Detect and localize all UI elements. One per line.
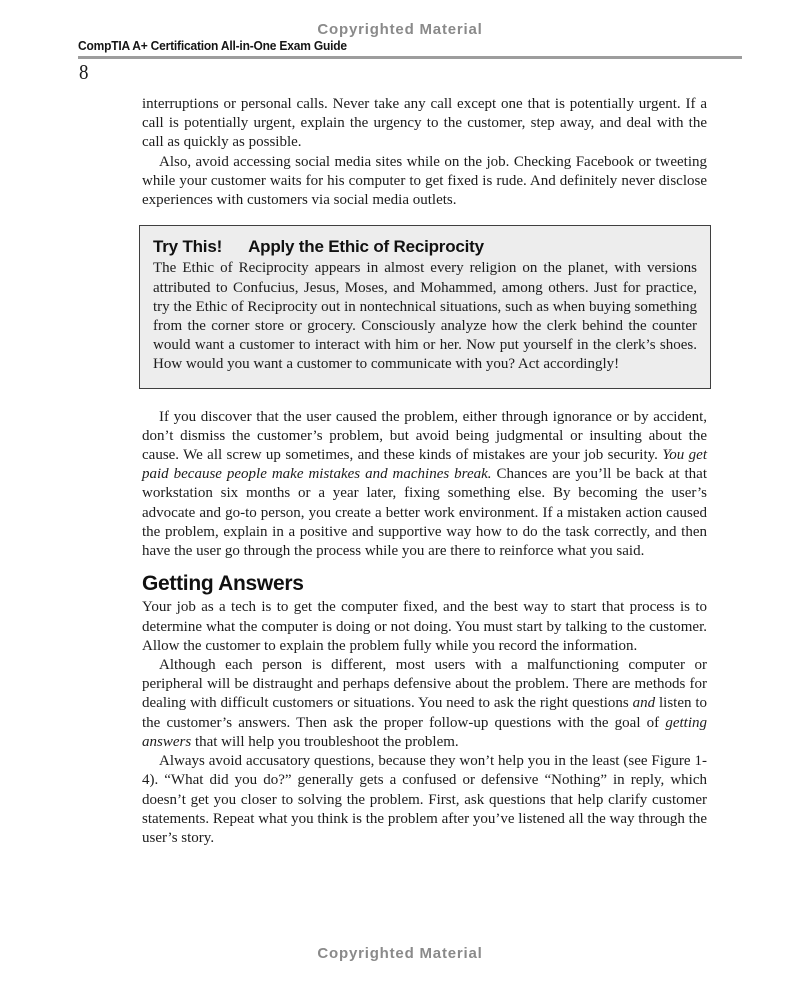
- paragraph-accusatory-questions: Always avoid accusatory questions, because they won’t help you in the least (see Figure 1-4). “What did you do?” generally gets a confused or defensive “Nothing” in reply, which doesn’t get you closer to solving the problem. First, ask questions that help clarify customer statements. Repeat what you think is the problem after you’ve listened all the way through the user’s story.: [142, 753, 707, 846]
- page-number: 8: [79, 60, 89, 84]
- header-rule: [78, 56, 742, 59]
- running-head: CompTIA A+ Certification All-in-One Exam Guide: [78, 39, 347, 53]
- paragraph-each-person-different: Although each person is different, most users with a malfunctioning computer or peripheral will be distraught and perhaps defensive about the problem. There are methods for dealing with difficult customers or situations. You need to ask the right questions and listen to the customer’s answers. Then ask the proper follow-up questions with the goal of getting answers that will help you troubleshoot the problem.: [142, 657, 707, 750]
- paragraph-user-caused-problem: If you discover that the user caused the problem, either through ignorance or by accident, don’t dismiss the customer’s problem, but avoid being judgmental or insulting about the cause. We all screw up sometimes, and these kinds of mistakes are your job security. You get paid because people make mistakes and machines break. Chances are you’ll be back at that workstation six months or a year later, fixing something else. By becoming the user’s advocate and go-to person, you create a better work environment. If a mistaken action caused the problem, explain in a positive and supportive way how to do the task correctly, and then have the user go through the process while you are there to reinforce what you said.: [142, 408, 708, 560]
- paragraph-your-job: Your job as a tech is to get the computer fixed, and the best way to start that process is to determine what the computer is doing or not doing. You must start by talking to the customer. Allow the customer to explain the problem fully while you record the information.: [142, 599, 707, 654]
- copyright-watermark-top: Copyrighted Material: [317, 21, 483, 38]
- try-this-title: Apply the Ethic of Reciprocity: [248, 237, 484, 257]
- section-heading-getting-answers: Getting Answers: [142, 572, 304, 596]
- try-this-box: [139, 225, 711, 388]
- page-content: [142, 95, 707, 848]
- paragraph-social-media: Also, avoid accessing social media sites while on the job. Checking Facebook or tweeting while your customer waits for his computer to get fixed is rude. And definitely never disclose experiences with customers via social media outlets.: [142, 153, 707, 209]
- try-this-heading: [153, 237, 697, 256]
- paragraph-interruptions: interruptions or personal calls. Never take any call except one that is potentially urgent. If a call is potentially urgent, explain the urgency to the customer, step away, and deal with the call as quickly as possible.: [142, 96, 707, 151]
- copyright-watermark-bottom: Copyrighted Material: [317, 945, 483, 962]
- try-this-body: The Ethic of Reciprocity appears in almost every religion on the planet, with versions attributed to Confucius, Jesus, Moses, and Mohammed, among others. Just for practice, try the Ethic of Reciprocity out in nontechnical situations, such as when buying something from the corner store or grocery. Consciously analyze how the clerk behind the counter would want a customer to interact with him or her. Now put yourself in the clerk’s shoes. How would you want a customer to communicate with you? Act accordingly!: [153, 260, 697, 373]
- try-this-label: Try This!: [153, 237, 223, 257]
